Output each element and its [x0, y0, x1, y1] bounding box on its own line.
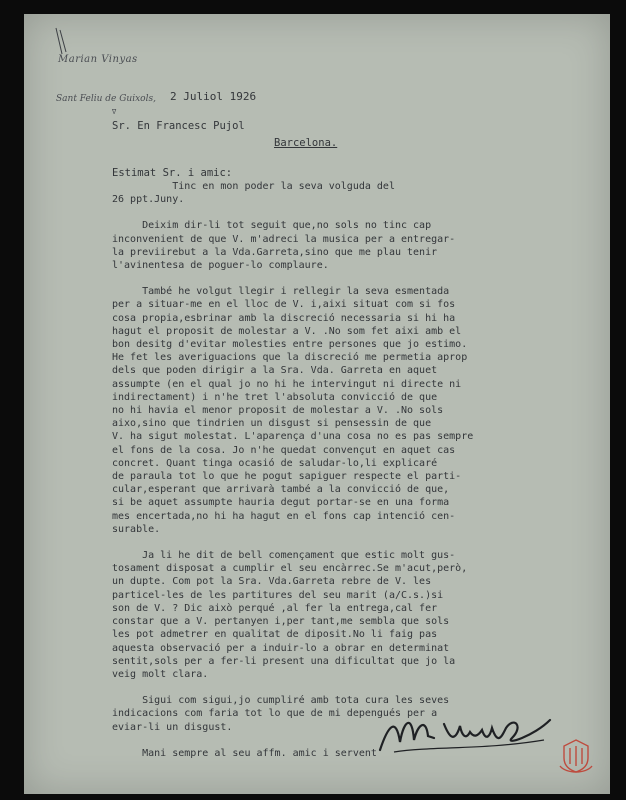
- text-line: V. ha sigut molestat. L'aparença d'una cosa no es pas sempre: [112, 431, 474, 443]
- text-line: Mani sempre al seu affm. amic i servent: [112, 747, 377, 759]
- paragraph: [112, 549, 532, 681]
- text-line: surable.: [112, 523, 161, 535]
- text-line: constar que a V. pertanyen i,per tant,me sembla que sols: [112, 616, 450, 628]
- text-line: concret. Quant tinga ocasió de saludar-lo,li explicaré: [112, 457, 438, 469]
- text-line: Ja li he dit de bell començament que estic molt gus-: [112, 550, 456, 562]
- salutation: Estimat Sr. i amic:: [112, 167, 233, 179]
- text-line: per a situar-me en el lloc de V. i,aixi situat com si fos: [112, 299, 456, 311]
- text-line: cular,esperant que arrivarà també a la convicció de que,: [112, 484, 450, 496]
- text-line: particel-les de les partitures del seu marit (a/C.s.)si: [112, 589, 444, 601]
- text-line: son de V. ? Dic això perqué ,al fer la entrega,cal fer: [112, 602, 438, 614]
- letter-sheet: [24, 14, 610, 794]
- text-line: aquesta observació per a induir-lo a obrar en determinat: [112, 642, 450, 654]
- text-line: la previirebut a la Vda.Garreta,sino que me plau tenir: [112, 246, 438, 258]
- text-line: el fons de la cosa. Jo n'he quedat convençut en aquet cas: [112, 444, 456, 456]
- recipient-city: Barcelona.: [274, 137, 338, 149]
- recipient-name: Sr. En Francesc Pujol: [112, 120, 245, 132]
- text-line: sentit,sols per a fer-li present una dificultat que jo la: [112, 655, 456, 667]
- text-line: Tinc en mon poder la seva volguda del: [112, 181, 395, 192]
- text-line: cosa propia,esbrinar amb la discreció necessaria si hi ha: [112, 312, 456, 324]
- text-line: aixo,sino que tindrien un disgust si pensessin de que: [112, 418, 432, 430]
- letterhead-name: Marian Vinyas: [58, 54, 138, 65]
- text-line: l'avinentesa de poguer-lo complaure.: [112, 260, 329, 272]
- text-line: eviar-li un disgust.: [112, 721, 233, 733]
- text-line: indicacions com faria tot lo que de mi depengués per a: [112, 708, 438, 720]
- text-line: hagut el proposit de molestar a V. .No som fet aixi amb el: [112, 325, 462, 337]
- paragraph-gap: [112, 681, 532, 694]
- text-line: assumpte (en el qual jo no hi he intervingut ni directe ni: [112, 378, 462, 390]
- letter-body: [112, 180, 532, 760]
- small-mark-icon: ∇: [112, 108, 117, 116]
- text-line: 26 ppt.Juny.: [112, 194, 185, 206]
- text-line: També he volgut llegir i rellegir la seva esmentada: [112, 286, 450, 298]
- pen-mark: [54, 26, 68, 56]
- text-line: dels que poden dirigir a la Sra. Vda. Garreta en aquet: [112, 365, 438, 377]
- text-line: inconvenient de que V. m'adreci la musica per a entregar-: [112, 233, 456, 245]
- text-line: veig molt clara.: [112, 668, 209, 680]
- text-line: no hi havia el menor proposit de molestar a V. .No sols: [112, 405, 444, 417]
- paragraph-gap: [112, 536, 532, 549]
- paragraph: [112, 180, 532, 206]
- text-line: tosament disposat a cumplir el seu encàrrec.Se m'acut,però,: [112, 563, 468, 575]
- text-line: un dupte. Com pot la Sra. Vda.Garreta rebre de V. les: [112, 576, 432, 588]
- letterhead: [58, 54, 138, 65]
- text-line: Sigui com sigui,jo cumpliré amb tota cura les seves: [112, 695, 450, 707]
- letterhead-place: Sant Feliu de Guixols,: [56, 94, 156, 104]
- paragraph: [112, 285, 532, 536]
- text-line: He fet les averiguacions que la discreció me permetia aprop: [112, 352, 468, 364]
- paragraph-gap: [112, 206, 532, 219]
- archive-seal-icon: [554, 736, 598, 776]
- text-line: bon desitg d'evitar molesties entre persones que jo estimo.: [112, 339, 468, 351]
- signature: [374, 706, 564, 758]
- paragraph-gap: [112, 272, 532, 285]
- text-line: Deixim dir-li tot seguit que,no sols no tinc cap: [112, 220, 432, 232]
- paragraph: [112, 219, 532, 272]
- text-line: si be aquet assumpte hauria degut portar-se en una forma: [112, 497, 450, 509]
- text-line: mes encertada,no hi ha hagut en el fons cap intenció cen-: [112, 510, 456, 522]
- text-line: de paraula tot lo que he pogut sapiguer respecte el parti-: [112, 471, 462, 483]
- text-line: indirectament) i n'he tret l'absoluta convicció de que: [112, 391, 438, 403]
- letter-date: 2 Juliol 1926: [170, 90, 257, 103]
- text-line: les pot admetrer en qualitat de diposit.No li faig pas: [112, 629, 438, 641]
